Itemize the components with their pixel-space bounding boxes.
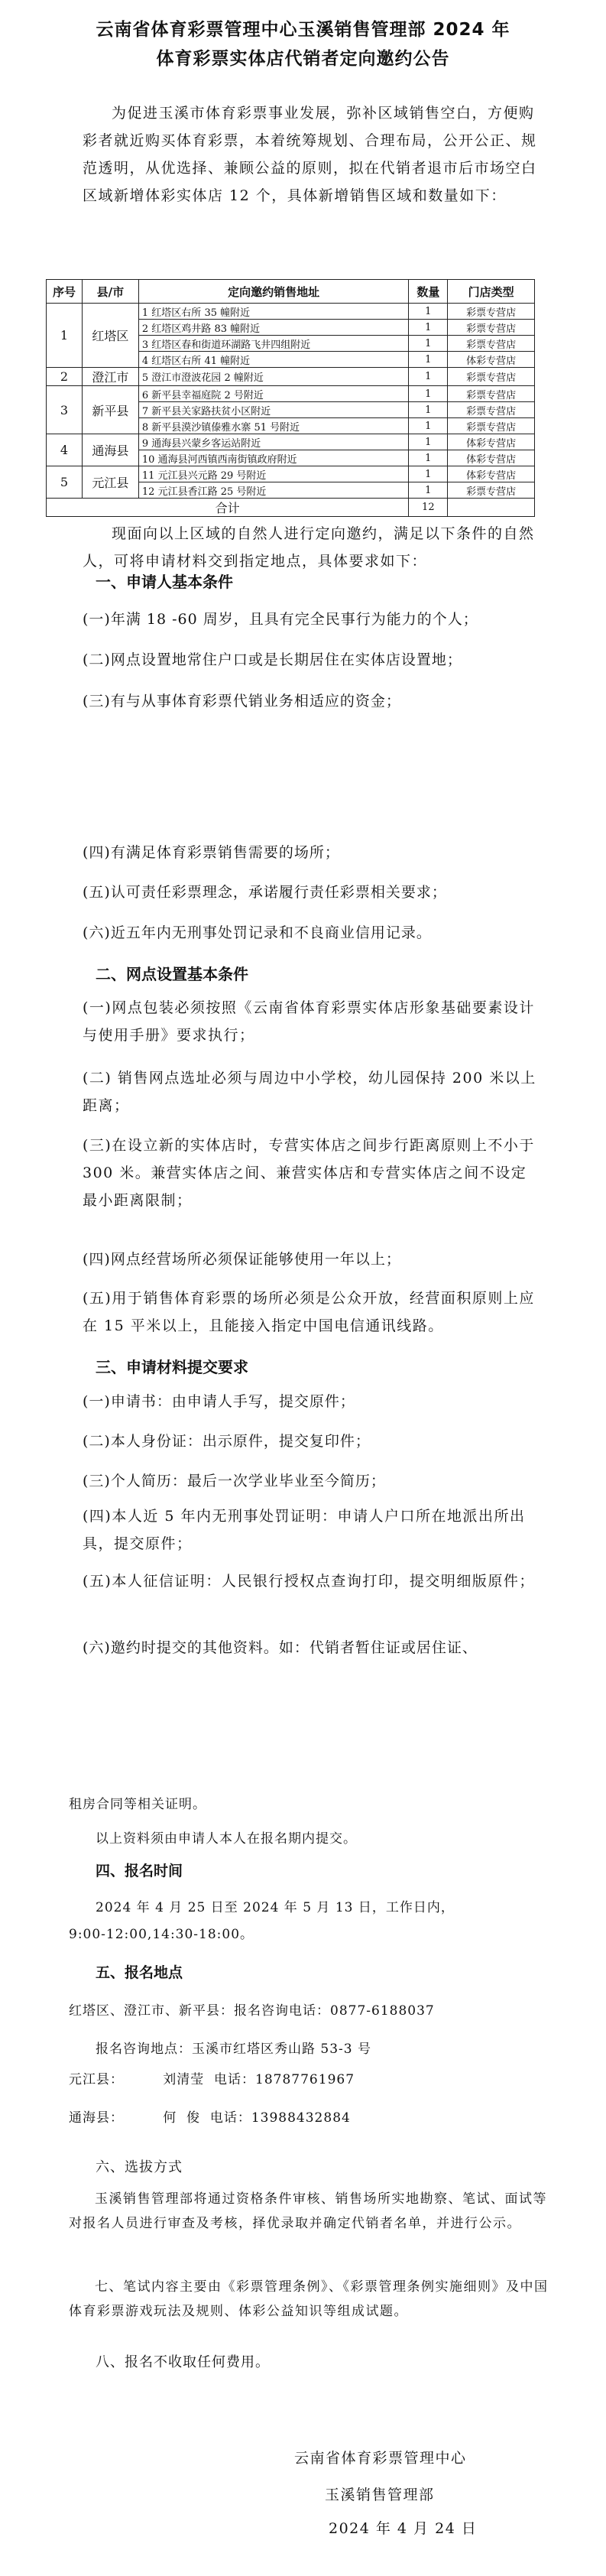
section-7-body: 七、笔试内容主要由《彩票管理条例》、《彩票管理条例实施细则》及中国体育彩票游戏玩法及规则、体彩公益知识等组成试题。 bbox=[69, 2279, 549, 2319]
section-1-item-6: (六)近五年内无刑事处罚记录和不良商业信用记录。 bbox=[83, 924, 432, 941]
row-address: 6 新平县幸福庭院 2 号附近 bbox=[138, 386, 408, 402]
row-type: 彩票专营店 bbox=[448, 304, 535, 320]
table-row bbox=[47, 466, 535, 482]
section-3-item-2: (二)本人身份证：出示原件，提交复印件； bbox=[83, 1433, 371, 1450]
col-header-address: 定向邀约销售地址 bbox=[138, 280, 408, 304]
row-type: 彩票专营店 bbox=[448, 368, 535, 386]
row-address: 9 通海县兴蒙乡客运站附近 bbox=[138, 434, 408, 450]
row-qty: 1 bbox=[409, 402, 448, 418]
row-type: 彩票专营店 bbox=[448, 336, 535, 352]
section-2-item-2: (二) 销售网点选址必须与周边中小学校，幼儿园保持 200 米以上距离； bbox=[83, 1070, 536, 1114]
section-1-heading: 一、申请人基本条件 bbox=[96, 573, 233, 591]
row-type: 彩票专营店 bbox=[448, 320, 535, 336]
row-address: 1 红塔区右所 35 幢附近 bbox=[138, 304, 408, 320]
section-1-item-2: (二)网点设置地常住户口或是长期居住在实体店设置地； bbox=[83, 651, 462, 668]
row-address: 3 红塔区春和街道环湖路飞井四组附近 bbox=[138, 336, 408, 352]
row-qty: 1 bbox=[409, 434, 448, 450]
section-3-item-6: (六)邀约时提交的其他资料。如：代销者暂住证或居住证、 bbox=[83, 1639, 478, 1656]
section-3-item-3: (三)个人简历：最后一次学业毕业至今简历； bbox=[83, 1473, 386, 1489]
row-qty: 1 bbox=[409, 386, 448, 402]
row-qty: 1 bbox=[409, 466, 448, 482]
row-qty: 1 bbox=[409, 336, 448, 352]
section-2-item-1: (一)网点包装必须按照《云南省体育彩票实体店形象基础要素设计与使用手册》要求执行； bbox=[83, 999, 535, 1044]
signature-org: 云南省体育彩票管理中心 bbox=[294, 2450, 467, 2467]
col-header-county: 县/市 bbox=[82, 280, 138, 304]
section-1-item-3: (三)有与从事体育彩票代销业务相适应的资金； bbox=[83, 693, 401, 710]
table-header-row bbox=[47, 280, 535, 304]
section-3-item-5: (五)本人征信证明：人民银行授权点查询打印，提交明细版原件； bbox=[83, 1573, 535, 1590]
table-row bbox=[47, 386, 535, 402]
section-1-item-5: (五)认可责任彩票理念，承诺履行责任彩票相关要求； bbox=[83, 884, 447, 901]
section-5-contact-yuanjiang: 元江县： 刘清莹 电话：18787761967 bbox=[69, 2072, 355, 2087]
row-qty: 1 bbox=[409, 320, 448, 336]
row-county: 通海县 bbox=[82, 434, 138, 466]
section-5-address: 报名咨询地点：玉溪市红塔区秀山路 53-3 号 bbox=[96, 2042, 371, 2057]
row-type: 体彩专营店 bbox=[448, 466, 535, 482]
signature-dept: 玉溪销售管理部 bbox=[325, 2487, 435, 2503]
section-3-item-4: (四)本人近 5 年内无刑事处罚证明：申请人户口所在地派出所出具，提交原件； bbox=[83, 1508, 526, 1552]
row-no: 5 bbox=[47, 466, 83, 499]
row-type: 体彩专营店 bbox=[448, 450, 535, 466]
row-type: 彩票专营店 bbox=[448, 418, 535, 434]
section-2-item-3: (三)在设立新的实体店时，专营实体店之间步行距离原则上不小于 300 米。兼营实体店之间、兼营实体店和专营实体店之间不设定最小距离限制； bbox=[83, 1137, 535, 1209]
after-table-paragraph: 现面向以上区域的自然人进行定向邀约，满足以下条件的自然人，可将申请材料交到指定地点，具体要求如下： bbox=[83, 525, 535, 570]
row-county: 新平县 bbox=[82, 386, 138, 434]
section-3-item-6-cont: 租房合同等相关证明。 bbox=[69, 1797, 206, 1812]
allocation-table bbox=[46, 279, 535, 517]
total-value: 12 bbox=[409, 499, 448, 517]
row-qty: 1 bbox=[409, 450, 448, 466]
total-empty-cell bbox=[448, 499, 535, 517]
row-type: 彩票专营店 bbox=[448, 482, 535, 499]
row-type: 体彩专营店 bbox=[448, 352, 535, 368]
row-type: 彩票专营店 bbox=[448, 402, 535, 418]
row-county: 澄江市 bbox=[82, 368, 138, 386]
section-1-item-1: (一)年满 18 -60 周岁，且具有完全民事行为能力的个人； bbox=[83, 611, 478, 628]
section-4-heading: 四、报名时间 bbox=[96, 1863, 183, 1879]
title-line-1: 云南省体育彩票管理中心玉溪销售管理部 2024 年 bbox=[96, 20, 510, 40]
row-address: 2 红塔区鸡井路 83 幢附近 bbox=[138, 320, 408, 336]
row-qty: 1 bbox=[409, 368, 448, 386]
section-4-date: 2024 年 4 月 25 日至 2024 年 5 月 13 日，工作日内， bbox=[96, 1900, 455, 1915]
section-3-item-1: (一)申请书：由申请人手写，提交原件； bbox=[83, 1393, 355, 1410]
row-address: 12 元江县香江路 25 号附近 bbox=[138, 482, 408, 499]
row-no: 1 bbox=[47, 304, 83, 368]
section-3-note: 以上资料须由申请人本人在报名期内提交。 bbox=[96, 1831, 357, 1847]
signature-date: 2024 年 4 月 24 日 bbox=[329, 2520, 478, 2537]
section-1-item-4: (四)有满足体育彩票销售需要的场所； bbox=[83, 844, 340, 861]
section-5-heading: 五、报名地点 bbox=[96, 1964, 183, 1981]
section-4-hours: 9:00-12:00,14:30-18:00。 bbox=[69, 1927, 254, 1942]
row-qty: 1 bbox=[409, 352, 448, 368]
section-6-heading: 六、选拔方式 bbox=[96, 2159, 183, 2175]
row-no: 3 bbox=[47, 386, 83, 434]
table-total-row bbox=[47, 499, 535, 517]
col-header-qty: 数量 bbox=[409, 280, 448, 304]
title-line-2: 体育彩票实体店代销者定向邀约公告 bbox=[156, 49, 450, 69]
section-2-item-5: (五)用于销售体育彩票的场所必须是公众开放，经营面积原则上应在 15 平米以上，且能接入指定中国电信通讯线路。 bbox=[83, 1290, 535, 1334]
row-address: 7 新平县关家路扶贫小区附近 bbox=[138, 402, 408, 418]
row-address: 10 通海县河西镇西南街镇政府附近 bbox=[138, 450, 408, 466]
row-qty: 1 bbox=[409, 482, 448, 499]
col-header-type: 门店类型 bbox=[448, 280, 535, 304]
section-5-contact-tonghai: 通海县： 何 俊 电话：13988432884 bbox=[69, 2110, 351, 2126]
section-5-contact-1: 红塔区、澄江市、新平县：报名咨询电话：0877-6188037 bbox=[69, 2003, 435, 2019]
row-qty: 1 bbox=[409, 418, 448, 434]
row-type: 体彩专营店 bbox=[448, 434, 535, 450]
section-2-item-4: (四)网点经营场所必须保证能够使用一年以上； bbox=[83, 1251, 401, 1268]
row-county: 红塔区 bbox=[82, 304, 138, 368]
section-3-heading: 三、申请材料提交要求 bbox=[96, 1358, 248, 1376]
row-county: 元江县 bbox=[82, 466, 138, 499]
section-8-body: 八、报名不收取任何费用。 bbox=[96, 2354, 270, 2370]
row-address: 4 红塔区右所 41 幢附近 bbox=[138, 352, 408, 368]
row-no: 2 bbox=[47, 368, 83, 386]
row-no: 4 bbox=[47, 434, 83, 466]
section-2-heading: 二、网点设置基本条件 bbox=[96, 965, 248, 983]
row-address: 8 新平县漠沙镇傣雅水寨 51 号附近 bbox=[138, 418, 408, 434]
section-6-body: 玉溪销售管理部将通过资格条件审核、销售场所实地勘察、笔试、面试等对报名人员进行审查及考核，择优录取并确定代销者名单，并进行公示。 bbox=[69, 2191, 547, 2231]
row-address: 5 澄江市澄波花园 2 幢附近 bbox=[138, 368, 408, 386]
table-row bbox=[47, 304, 535, 320]
table-row bbox=[47, 368, 535, 386]
row-address: 11 元江县兴元路 29 号附近 bbox=[138, 466, 408, 482]
intro-paragraph: 为促进玉溪市体育彩票事业发展，弥补区域销售空白，方便购彩者就近购买体育彩票，本着统筹规划、合理布局，公开公正、规范透明，从优选择、兼顾公益的原则，拟在代销者退市后市场空白区域新增体彩实体店 12 个，具体新增销售区域和数量如下： bbox=[83, 105, 537, 204]
row-qty: 1 bbox=[409, 304, 448, 320]
table-row bbox=[47, 434, 535, 450]
row-type: 彩票专营店 bbox=[448, 386, 535, 402]
total-label: 合计 bbox=[47, 499, 409, 517]
col-header-no: 序号 bbox=[47, 280, 83, 304]
